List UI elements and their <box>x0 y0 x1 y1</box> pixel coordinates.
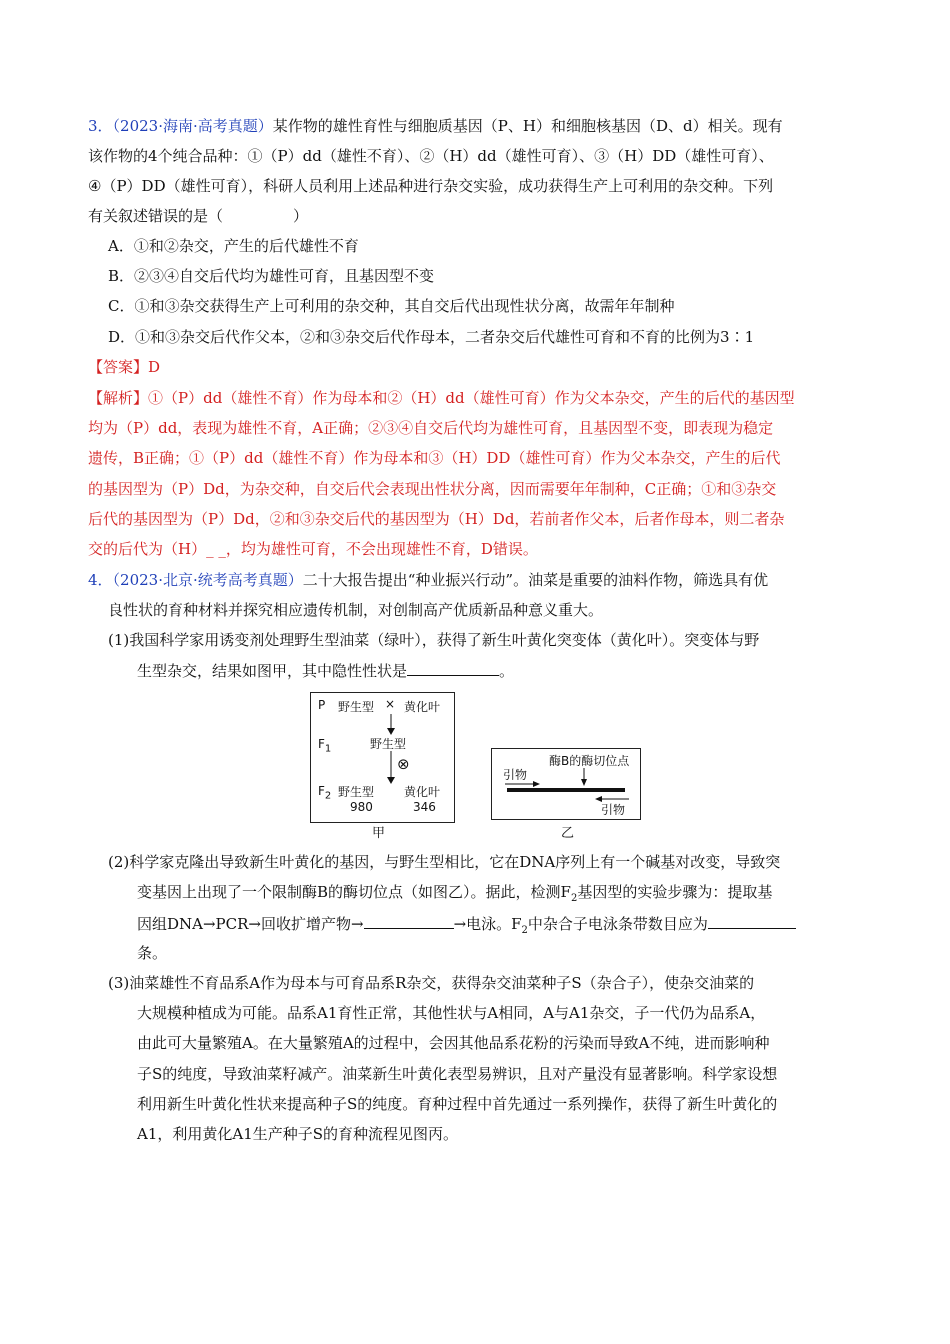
q4-part3-line-1: (3)油菜雄性不育品系A作为母本与可育品系R杂交，获得杂交油菜种子S（杂合子），使杂交油菜的 <box>108 974 755 992</box>
fill-blank-2 <box>364 913 454 929</box>
q3-explanation-line-4: 的基因型为（P）Dd，为杂交种，自交后代会表现出性状分离，因而需要年年制种，C正确；①和③杂交 <box>88 480 777 498</box>
fill-blank-1 <box>407 660 499 676</box>
figure-jia-caption: 甲 <box>372 826 386 841</box>
q4-part2-line-3: 因组DNA→PCR→回收扩增产物→ →电泳。$F_2$中杂合子电泳条带数目应为 <box>137 913 796 941</box>
figure-yi-caption: 乙 <box>561 826 575 841</box>
f2-wild-type-count: 980 <box>350 800 373 814</box>
q4-part3-line-3: 由此可大量繁殖A。在大量繁殖A的过程中，会因其他品系花粉的污染而导致A不纯，进而影响种 <box>137 1034 770 1052</box>
arrow-down-icon <box>579 768 589 788</box>
fill-blank-3 <box>708 913 796 929</box>
q4-number: 4． <box>88 571 113 589</box>
q3-stem-line-1: 3．（2023·海南·高考真题）某作物的雄性育性与细胞质基因（P、H）和细胞核基因（D、d）相关。现有 <box>88 117 783 135</box>
q3-option-d: D．①和③杂交后代作父本，②和③杂交后代作母本，二者杂交后代雄性可育和不育的比例为3∶1 <box>108 328 755 346</box>
q4-stem-line-1: 4．（2023·北京·统考高考真题）二十大报告提出“种业振兴行动”。油菜是重要的油料作物，筛选具有优 <box>88 571 769 589</box>
q3-source: （2023·海南·高考真题） <box>112 117 273 135</box>
parent-yellow-leaf: 黄化叶 <box>404 700 441 714</box>
q4-part2-line-2: 变基因上出现了一个限制酶B的酶切位点（如图乙）。据此，检测$F_2$基因型的实验步骤为：提取基 <box>137 883 773 904</box>
f2-yellow-leaf: 黄化叶 <box>404 785 441 799</box>
q4-part3-line-5: 利用新生叶黄化性状来提高种子S的纯度。育种过程中首先通过一系列操作，获得了新生叶黄化的 <box>137 1095 778 1113</box>
q4-stem-line-2: 良性状的育种材料并探究相应遗传机制，对创制高产优质新品种意义重大。 <box>108 601 604 619</box>
q4-part3-line-6: A1，利用黄化A1生产种子S的育种流程见图丙。 <box>137 1125 459 1143</box>
q3-explanation-line-6: 交的后代为（H）_ _，均为雄性可育，不会出现雄性不育，D错误。 <box>88 540 538 558</box>
explanation-tag: 【解析】 <box>88 389 149 407</box>
q3-stem-line-3: ④（P）DD（雄性可育），科研人员利用上述品种进行杂交实验，成功获得生产上可利用的杂交种。下列 <box>88 177 774 195</box>
arrow-down-icon <box>384 714 398 736</box>
q3-explanation-line-3: 遗传，B正确；①（P）dd（雄性不育）作为母本和③（H）DD（雄性可育）作为父本杂交，产生的后代 <box>88 449 781 467</box>
reverse-primer-label: 引物 <box>601 803 626 817</box>
arrow-down-icon <box>384 751 398 785</box>
f2-wild-type: 野生型 <box>338 785 375 799</box>
dna-strand <box>507 788 625 792</box>
f1-phenotype: 野生型 <box>370 737 407 751</box>
q3-explanation-line-5: 后代的基因型为（P）Dd，②和③杂交后代的基因型为（H）Dd，若前者作父本，后者作母本，则二者杂 <box>88 510 785 528</box>
q3-explanation-line-2: 均为（P）dd，表现为雄性不育，A正确；②③④自交后代均为雄性可育，且基因型不变，即表现为稳定 <box>88 419 774 437</box>
q3-explanation-line-1: 【解析】①（P）dd（雄性不育）作为母本和②（H）dd（雄性可育）作为父本杂交，产生的后代的基因型 <box>88 389 795 407</box>
q4-part3-line-4: 子S的纯度，导致油菜籽减产。油菜新生叶黄化表型易辨识，且对产量没有显著影响。科学家设想 <box>137 1065 778 1083</box>
q3-stem-line-2: 该作物的4个纯合品种：①（P）dd（雄性不育）、②（H）dd（雄性可育）、③（H）DD（雄性可育）、 <box>88 147 774 165</box>
q3-answer: 【答案】D <box>88 358 161 376</box>
q3-stem-line-4: 有关叙述错误的是（ ） <box>88 207 309 225</box>
q4-part1-line-2: 生型杂交，结果如图甲，其中隐性性状是 。 <box>137 662 515 680</box>
figure-yi <box>491 748 641 843</box>
q4-part1-line-1: (1)我国科学家用诱变剂处理野生型油菜（绿叶），获得了新生叶黄化突变体（黄化叶）。突变体与野 <box>108 631 760 649</box>
forward-primer-arrow-icon <box>505 780 541 788</box>
q3-option-c: C．①和③杂交获得生产上可利用的杂交种，其自交后代出现性状分离，故需年年制种 <box>108 297 675 315</box>
cross-symbol: × <box>385 697 396 711</box>
q4-source: （2023·北京·统考高考真题） <box>112 571 303 589</box>
f2-yellow-leaf-count: 346 <box>413 800 436 814</box>
q4-part3-line-2: 大规模种植成为可能。品系A1育性正常，其他性状与A相同，A与A1杂交，子一代仍为品系A， <box>137 1004 766 1022</box>
q4-part2-line-4: 条。 <box>137 944 168 962</box>
q4-part2-line-1: (2)科学家克隆出导致新生叶黄化的基因，与野生型相比，它在DNA序列上有一个碱基对改变，导致突 <box>108 853 781 871</box>
parent-wild-type: 野生型 <box>338 700 375 714</box>
self-cross-icon: ⊗ <box>397 755 410 773</box>
enzyme-site-label: 酶B的酶切位点 <box>549 754 630 768</box>
q3-option-a: A．①和②杂交，产生的后代雄性不育 <box>108 237 359 255</box>
forward-primer-label: 引物 <box>503 768 528 782</box>
figure-jia: P 野生型 × 黄化叶 $F_1$ 野生型 ⊗ $F_2$ 野生型 980 黄化叶 346 甲 <box>310 692 455 842</box>
q3-number: 3． <box>88 117 113 135</box>
q3-option-b: B．②③④自交后代均为雄性可育，且基因型不变 <box>108 267 435 285</box>
